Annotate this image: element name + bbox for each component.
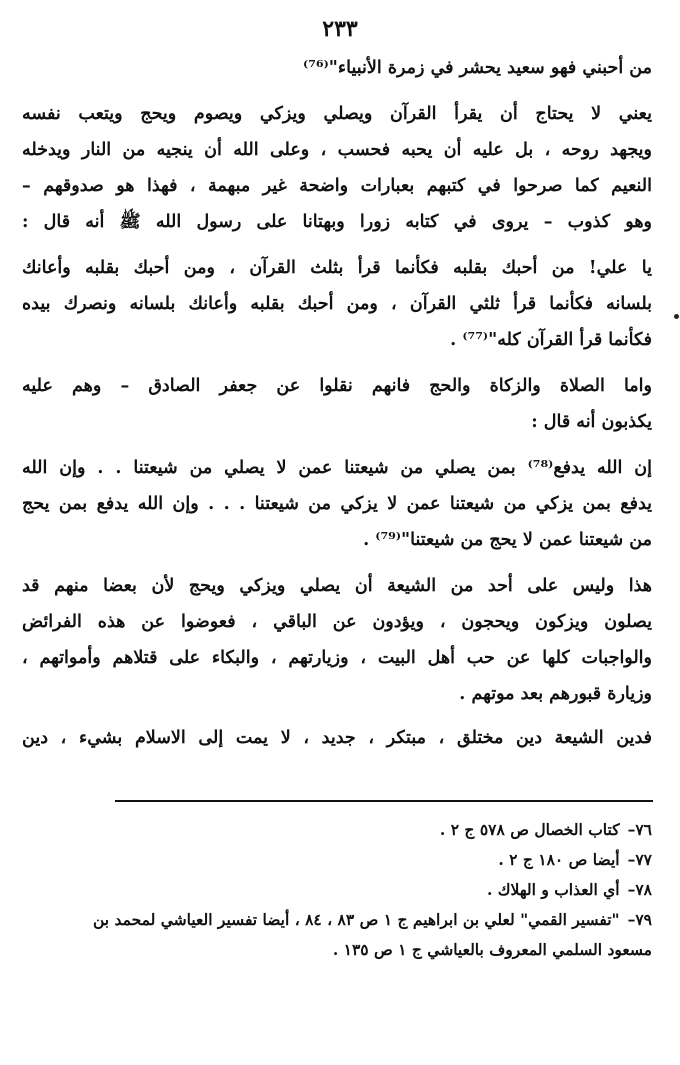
body-text <box>22 50 652 756</box>
text-line: يدفع بمن يزكي من شيعتنا عمن لا يزكي من شيعتنا . . . وإن الله يدفع بمن يحج <box>22 494 652 514</box>
paragraph-4 <box>22 368 652 440</box>
text-line: يكذبون أنه قال : <box>531 412 652 432</box>
text-line: وهو كذوب – يروى في كتابه زورا وبهتانا على رسول الله ﷺ أنه قال : <box>22 212 652 232</box>
text-line: يصلون ويزكون ويحجون ، ويؤدون عن الباقي ، فعوضوا عن هذه الفرائض <box>22 612 652 632</box>
text-line: وزيارة قبورهم بعد موتهم . <box>459 684 652 704</box>
paragraph-7 <box>22 720 652 756</box>
footnote-number: ٧٨– <box>627 880 652 899</box>
footnote-77 <box>22 845 652 875</box>
text-line: والواجبات كلها عن حب أهل البيت ، وزيارتهم ، والبكاء على قتلاهم وأمواتهم ، <box>22 648 652 668</box>
footnote-text: "تفسير القمي" لعلي بن ابراهيم ج ١ ص ٨٣ ، ٨٤ ، أيضا تفسير العياشي لمحمد بن <box>93 910 620 929</box>
footnote-divider <box>115 800 653 802</box>
paragraph-1 <box>22 50 652 86</box>
text-line: ويجهد روحه ، بل عليه أن يحبه فحسب ، وعلى الله أن ينجيه من النار ويدخله <box>22 140 652 160</box>
footnote-79-continuation: مسعود السلمي المعروف بالعياشي ج ١ ص ١٣٥ . <box>332 940 652 959</box>
footnote-number: ٧٧– <box>627 850 652 869</box>
text-line: بلسانه فكأنما قرأ ثلثي القرآن ، ومن أحبك بقلبه وأعانك بلسانه ونصرك بيده <box>22 294 652 314</box>
text-line: هذا وليس على أحد من الشيعة أن يصلي ويزكي ويحج لأن بعضا منهم قد <box>22 576 652 596</box>
footnote-number: ٧٦– <box>627 820 652 839</box>
footnote-text: كتاب الخصال ص ٥٧٨ ج ٢ . <box>439 820 620 839</box>
footnotes <box>22 815 652 965</box>
page-number: ٢٣٣ <box>322 16 358 42</box>
text-line: يا علي! من أحبك بقلبه فكأنما قرأ بثلث القرآن ، ومن أحبك بقلبه وأعانك <box>22 258 652 278</box>
paragraph-6 <box>22 568 652 712</box>
paragraph-2 <box>22 96 652 240</box>
text-line: واما الصلاة والزكاة والحج فانهم نقلوا عن جعفر الصادق – وهم عليه <box>22 376 652 396</box>
paragraph-5 <box>22 450 652 558</box>
paragraph-3 <box>22 250 652 358</box>
text-line: فدين الشيعة دين مختلق ، مبتكر ، جديد ، لا يمت إلى الاسلام بشيء ، دين <box>22 728 652 748</box>
footnote-76 <box>22 815 652 845</box>
text-line: يعني لا يحتاج أن يقرأ القرآن ويصلي ويزكي ويصوم ويحج ويتعب نفسه <box>22 104 652 124</box>
margin-mark <box>674 314 679 319</box>
text-line: النعيم كما صرحوا في كتبهم بعبارات واضحة غير مبهمة ، فهذا هو صدوقهم – <box>22 176 652 196</box>
footnote-number: ٧٩– <box>627 910 652 929</box>
text-line: إن الله يدفع⁽⁷⁸⁾ بمن يصلي من شيعتنا عمن لا يصلي من شيعتنا . . وإن الله <box>22 458 653 478</box>
footnote-78 <box>22 875 652 905</box>
footnote-79 <box>22 905 652 935</box>
footnote-text: أي العذاب و الهلاك . <box>486 880 620 899</box>
text-line: فكأنما قرأ القرآن كله"⁽⁷⁷⁾ . <box>450 330 652 350</box>
text-line: من أحبني فهو سعيد يحشر في زمرة الأنبياء"⁽⁷⁶⁾ <box>303 58 652 78</box>
text-line: من شيعتنا عمن لا يحج من شيعتنا"⁽⁷⁹⁾ . <box>363 530 652 550</box>
footnote-text: أيضا ص ١٨٠ ج ٢ . <box>498 850 620 869</box>
